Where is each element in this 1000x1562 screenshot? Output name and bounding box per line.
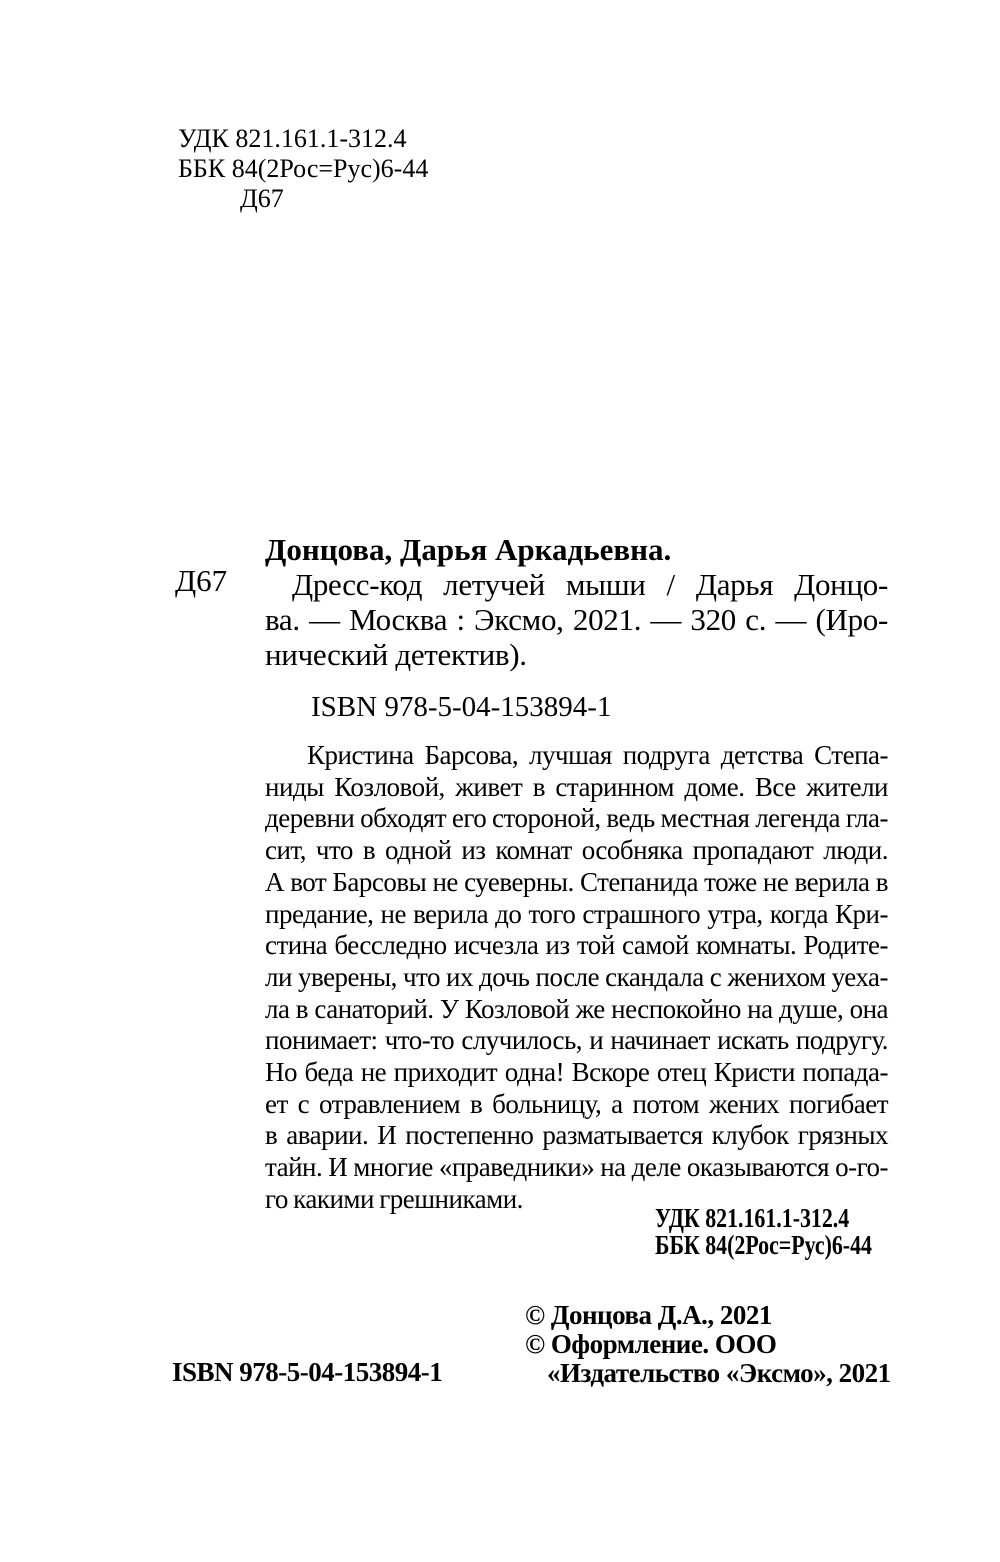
udk-code-bottom: УДК 821.161.1-312.4 [655, 1203, 850, 1233]
annotation-line: стина бесследно исчезла из той самой комнаты. Родите- [265, 930, 888, 961]
author-sign-code: Д67 [240, 184, 284, 213]
udk-code: УДК 821.161.1-312.4 [178, 124, 407, 153]
annotation-line: Кристина Барсова, лучшая подруга детства Степа- [307, 740, 888, 770]
top-classification-codes [178, 124, 428, 214]
catalog-line: ва. — Москва : Эксмо, 2021. — 320 с. — (Иро- [265, 602, 888, 637]
catalog-entry [265, 532, 888, 672]
author-heading: Донцова, Дарья Аркадьевна. [265, 532, 672, 567]
annotation-line: тайн. И многие «праведники» на деле оказываются о-го- [265, 1152, 888, 1183]
bbk-code: ББК 84(2Рос=Рус)6-44 [178, 154, 429, 183]
annotation-line: в аварии. И постепенно разматывается клубок грязных [265, 1120, 888, 1151]
bbk-code-bottom: ББК 84(2Рос=Рус)6-44 [655, 1230, 872, 1260]
copyright-line: © Донцова Д.А., 2021 [525, 1300, 772, 1330]
annotation-line: ет с отравлением в больницу, а потом жених погибает [265, 1088, 888, 1119]
book-annotation [265, 740, 888, 1216]
copyright-block [525, 1301, 891, 1387]
copyright-line: «Издательство «Эксмо», 2021 [547, 1357, 891, 1388]
catalog-line: Дресс-код летучей мыши / Дарья Донцо- [292, 567, 888, 602]
annotation-line: ли уверены, что их дочь после скандала с женихом уеха- [265, 961, 888, 992]
footer-isbn-number: ISBN 978-5-04-153894-1 [172, 1357, 443, 1387]
annotation-line: Но беда не приходит одна! Вскоре отец Кристи попада- [265, 1057, 888, 1088]
catalog-author-code: Д67 [175, 563, 228, 598]
isbn-number: ISBN 978-5-04-153894-1 [311, 691, 612, 723]
copyright-line: © Оформление. ООО [525, 1328, 777, 1359]
annotation-line: сит, что в одной из комнат особняка пропадают люди. [265, 835, 888, 866]
annotation-line: ла в санаторий. У Козловой же неспокойно на душе, она [265, 993, 888, 1024]
annotation-line: го какими грешниками. [265, 1183, 523, 1214]
bottom-classification-codes [655, 1205, 872, 1259]
catalog-line: нический детектив). [265, 637, 527, 672]
annotation-line: ниды Козловой, живет в старинном доме. Все жители [265, 771, 888, 802]
annotation-line: понимает: что-то случилось, и начинает искать подругу. [265, 1025, 888, 1056]
annotation-line: А вот Барсовы не суеверны. Степанида тоже не верила в [265, 866, 888, 897]
annotation-line: предание, не верила до того страшного утра, когда Кри- [265, 898, 888, 929]
annotation-line: деревни обходят его стороной, ведь местная легенда гла- [265, 803, 888, 834]
